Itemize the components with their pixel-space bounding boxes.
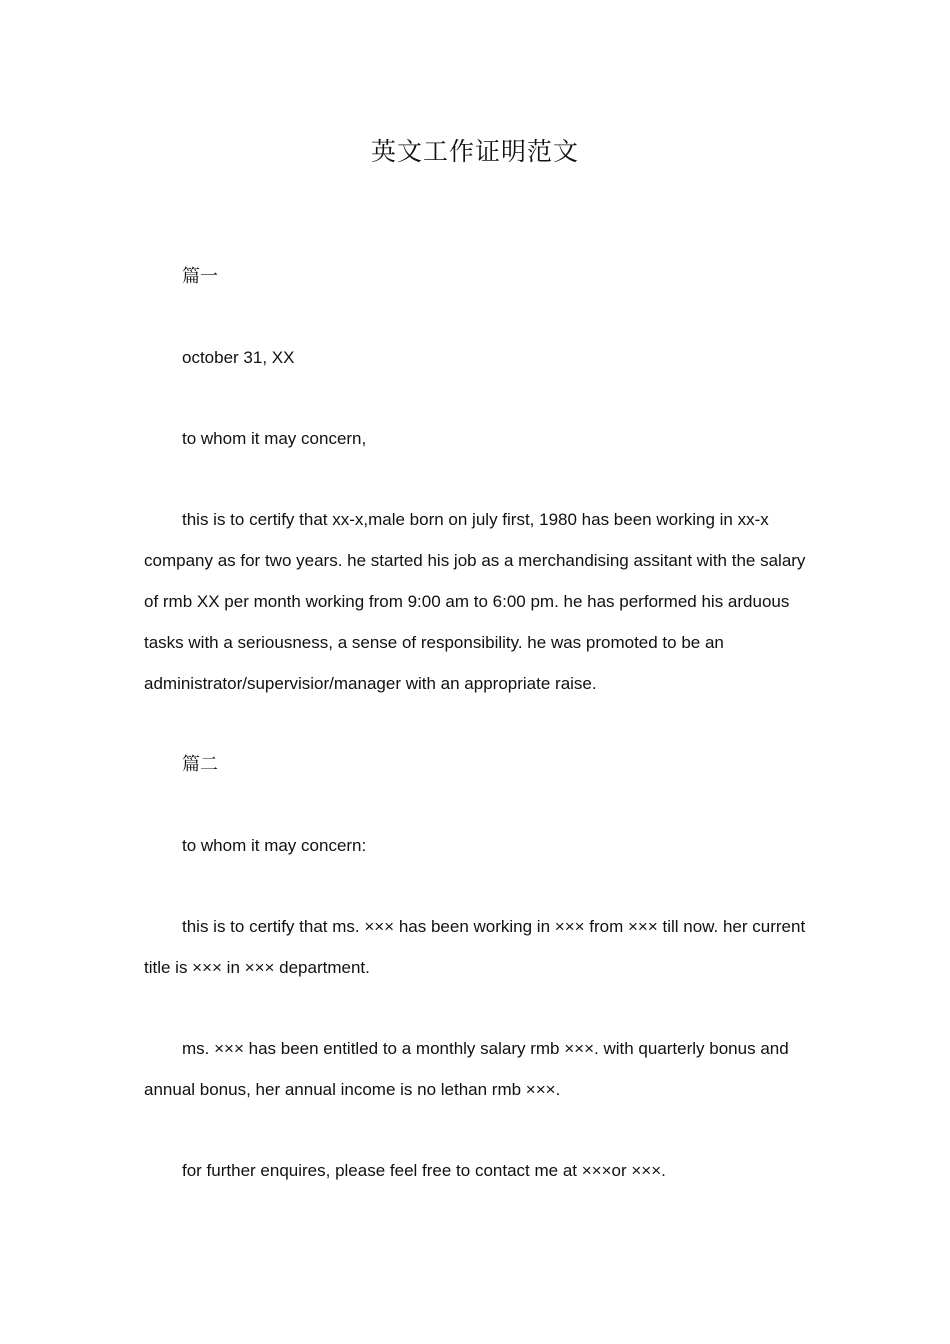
- letter-date: october 31, XX: [182, 348, 295, 367]
- body-paragraph-1: this is to certify that xx-x,male born on july first, 1980 has been working in xx-x company as for two years. he started his job as a merchandising assitant with the salary of rmb XX per month working from 9:00 am to 6:00 pm. he has performed his arduous tasks with a seriousness, a sense of responsibility. he was promoted to be an administrator/supervisior/manager with an appropriate raise.: [144, 510, 806, 693]
- document-body: [144, 256, 812, 1231]
- salutation-1: to whom it may concern,: [182, 429, 367, 448]
- salutation-2: to whom it may concern:: [182, 836, 367, 855]
- document-title: 英文工作证明范文: [370, 137, 579, 166]
- section-heading-1: 篇一: [182, 266, 218, 287]
- body-paragraph-2: this is to certify that ms. ××× has been working in ××× from ××× till now. her current title is ××× in ××× department.: [144, 917, 806, 977]
- section-heading-2: 篇二: [182, 754, 218, 775]
- contact-paragraph: for further enquires, please feel free to contact me at ×××or ×××.: [182, 1161, 666, 1180]
- body-paragraph-3: ms. ××× has been entitled to a monthly salary rmb ×××. with quarterly bonus and annual bonus, her annual income is no lethan rmb ×××.: [144, 1039, 789, 1099]
